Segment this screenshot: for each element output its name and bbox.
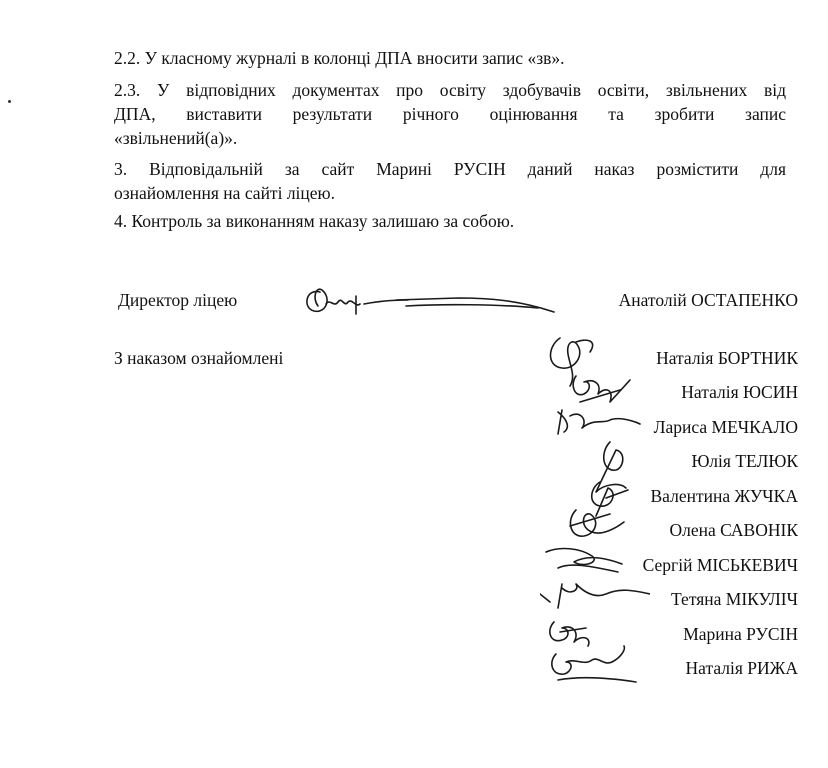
staff-name-5: Валентина ЖУЧКА <box>650 486 798 506</box>
paragraph-2-3-line-2: ДПА, виставити результати річного оцінювання та зробити запис <box>114 104 786 124</box>
paragraph-4-text: 4. Контроль за виконанням наказу залишаю за собою. <box>114 211 515 231</box>
staff-name-8: Тетяна МІКУЛІЧ <box>671 589 798 609</box>
director-signature <box>298 278 560 322</box>
paragraph-3-line-1: 3. Відповідальній за сайт Марині РУСІН даний наказ розмістити для <box>114 159 786 179</box>
staff-name-9: Марина РУСІН <box>683 624 798 644</box>
staff-name-3: Лариса МЕЧКАЛО <box>653 417 798 437</box>
staff-name-10: Наталія РИЖА <box>685 658 798 678</box>
acknowledgement-label: З наказом ознайомлені <box>114 348 284 368</box>
paragraph-4 <box>114 209 786 233</box>
staff-name-2: Наталія ЮСИН <box>681 382 798 402</box>
paragraph-2-3-line-3: «звільнений(а)». <box>114 128 238 148</box>
staff-name-6: Олена САВОНІК <box>669 520 798 540</box>
paragraph-3 <box>114 157 786 205</box>
paragraph-2-2-text: 2.2. У класному журналі в колонці ДПА вносити запис «зв». <box>114 48 565 68</box>
staff-signatures <box>540 332 650 692</box>
paragraph-2-2 <box>114 46 786 70</box>
staff-name-7: Сергій МІСЬКЕВИЧ <box>642 555 798 575</box>
staff-name-1: Наталія БОРТНИК <box>656 348 798 368</box>
staff-name-4: Юлія ТЕЛЮК <box>691 451 798 471</box>
director-title: Директор ліцею <box>118 290 238 310</box>
paragraph-3-line-2: ознайомлення на сайті ліцею. <box>114 183 335 203</box>
paragraph-2-3 <box>114 78 786 150</box>
director-name: Анатолій ОСТАПЕНКО <box>618 290 798 310</box>
scan-speck <box>8 100 11 103</box>
paragraph-2-3-line-1: 2.3. У відповідних документах про освіту здобувачів освіти, звільнених від <box>114 80 786 100</box>
